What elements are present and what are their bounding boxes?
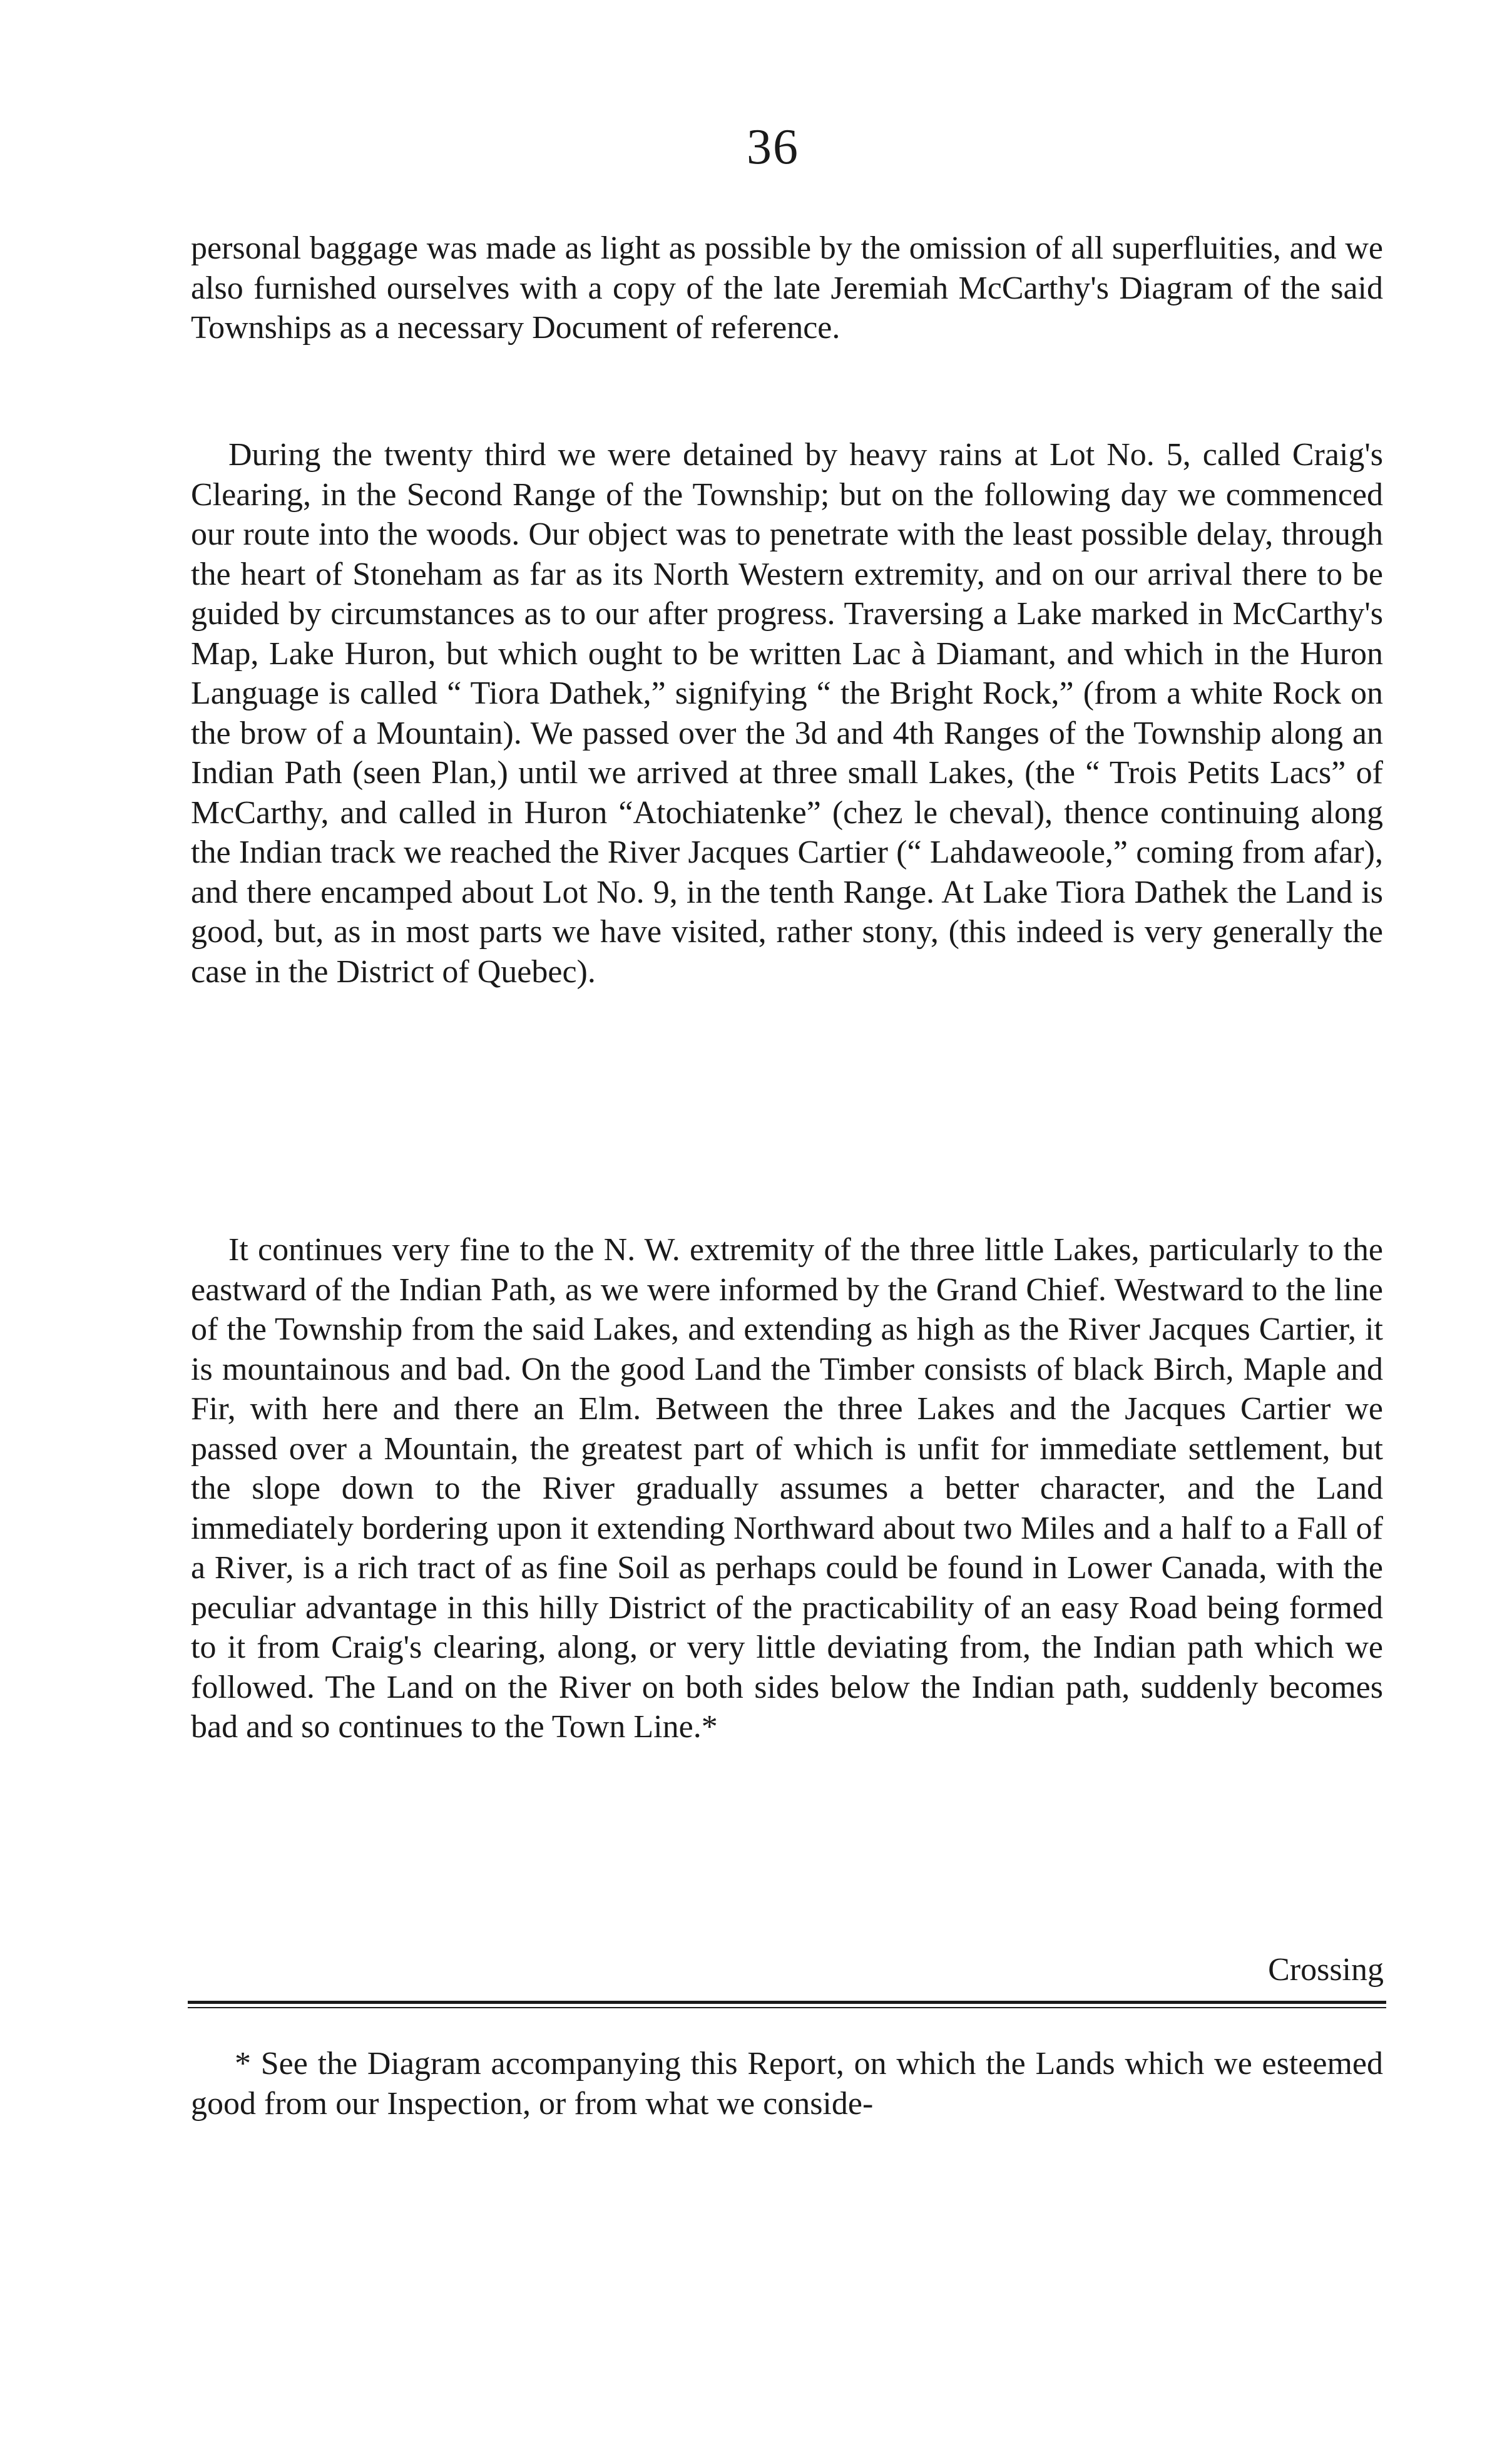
footnote-rule [188,2001,1386,2004]
paragraph-journey: During the twenty third we were detained by heavy rains at Lot No. 5, called Craig's Clearing, in the Second Range of the Township; but on the following day we commenced our route into the woods. Our object was to penetrate with the least possible delay, through the heart of Stoneham as far as its North Western extremity, and on our arrival there to be guided by circumstances as to our after progress. Traversing a Lake marked in McCarthy's Map, Lake Huron, but which ought to be written Lac à Diamant, and which in the Huron Language is called “ Tiora Dathek,” signifying “ the Bright Rock,” (from a white Rock on the brow of a Mountain). We passed over the 3d and 4th Ranges of the Township along an Indian Path (seen Plan,) until we arrived at three small Lakes, (the “ Trois Petits Lacs” of McCarthy, and called in Huron “Atochiatenke” (chez le cheval), thence continuing along the Indian track we reached the River Jacques Cartier (“ Lahdaweoole,” coming from afar), and there encamped about Lot No. 9, in the tenth Range. At Lake Tiora Dathek the Land is good, but, as in most parts we have visited, rather stony, (this indeed is very generally the case in the District of Quebec). [191,437,1383,990]
catchword: Crossing [1268,1952,1384,1988]
footnote: * See the Diagram accompanying this Report, on which the Lands which we esteemed good from our Inspection, or from what we conside- [191,2046,1383,2122]
paragraph-lands: It continues very fine to the N. W. extremity of the three little Lakes, particularly to the eastward of the Indian Path, as we were informed by the Grand Chief. Westward to the line of the Township from the said Lakes, and extending as high as the River Jacques Cartier, it is mountainous and bad. On the good Land the Timber consists of black Birch, Maple and Fir, with here and there an Elm. Between the three Lakes and the Jacques Cartier we passed over a Mountain, the greatest part of which is unfit for immediate settlement, but the slope down to the River gradually assumes a better character, and the Land immediately bordering upon it extending Northward about two Miles and a half to a Fall of a River, is a rich tract of as fine Soil as perhaps could be found in Lower Canada, with the peculiar advantage in this hilly District of the practicability of an easy Road being formed to it from Craig's clearing, along, or very little deviating from, the Indian path which we followed. The Land on the River on both sides below the Indian path, suddenly becomes bad and so continues to the Town Line.* [191,1232,1383,1745]
paragraph-continuation: personal baggage was made as light as possible by the omission of all superfluities, and we also furnished ourselves with a copy of the late Jeremiah McCarthy's Diagram of the said Townships as a necessary Document of reference. [191,230,1383,346]
footnote-rule-thin [188,2007,1386,2008]
page-number: 36 [747,120,799,175]
